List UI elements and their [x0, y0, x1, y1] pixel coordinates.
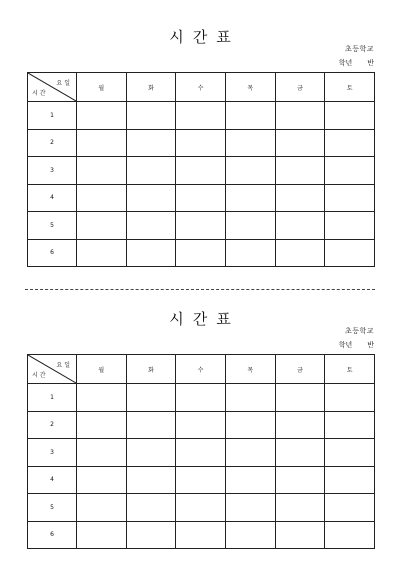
timetable-cell[interactable] [225, 439, 275, 467]
timetable-cell[interactable] [325, 384, 375, 412]
period-number: 6 [28, 521, 77, 549]
timetable-cell[interactable] [126, 411, 176, 439]
day-header: 화 [126, 73, 176, 102]
period-number: 4 [28, 184, 77, 212]
timetable-cell[interactable] [176, 102, 226, 130]
day-header: 금 [275, 73, 325, 102]
period-number: 2 [28, 129, 77, 157]
timetable-cell[interactable] [176, 184, 226, 212]
timetable-cell[interactable] [77, 466, 127, 494]
day-header: 토 [325, 73, 375, 102]
timetable-title: 시간표 [169, 28, 240, 46]
timetable-cell[interactable] [176, 439, 226, 467]
day-header: 수 [176, 355, 226, 384]
timetable-cell[interactable] [275, 494, 325, 522]
day-header: 목 [225, 73, 275, 102]
period-row [28, 494, 375, 522]
timetable-cell[interactable] [275, 439, 325, 467]
period-row [28, 411, 375, 439]
corner-cell [28, 355, 77, 384]
day-header: 월 [77, 355, 127, 384]
timetable-cell[interactable] [77, 184, 127, 212]
timetable-cell[interactable] [275, 212, 325, 240]
timetable-cell[interactable] [325, 239, 375, 267]
timetable-cell[interactable] [126, 157, 176, 185]
class-label: 반 [367, 59, 374, 67]
period-row [28, 239, 375, 267]
timetable-cell[interactable] [325, 102, 375, 130]
timetable-cell[interactable] [126, 239, 176, 267]
timetable-cell[interactable] [275, 384, 325, 412]
day-header: 금 [275, 355, 325, 384]
header-row [28, 355, 375, 384]
timetable-cell[interactable] [225, 102, 275, 130]
corner-period-label: 시간 [32, 90, 48, 97]
period-row [28, 129, 375, 157]
timetable-cell[interactable] [225, 384, 275, 412]
day-header: 수 [176, 73, 226, 102]
school-label: 초등학교 [344, 327, 374, 335]
class-label: 반 [367, 341, 374, 349]
timetable-cell[interactable] [77, 384, 127, 412]
timetable-grid [27, 354, 375, 549]
timetable-cell[interactable] [225, 411, 275, 439]
timetable-cell[interactable] [275, 411, 325, 439]
timetable-cell[interactable] [225, 157, 275, 185]
timetable-grid [27, 72, 375, 267]
period-row [28, 184, 375, 212]
period-number: 1 [28, 102, 77, 130]
timetable-cell[interactable] [77, 212, 127, 240]
period-row [28, 439, 375, 467]
timetable-cell[interactable] [225, 521, 275, 549]
timetable-cell[interactable] [176, 466, 226, 494]
period-rows [28, 384, 375, 549]
timetable-cell[interactable] [325, 439, 375, 467]
timetable-cell[interactable] [126, 129, 176, 157]
timetable-cell[interactable] [77, 411, 127, 439]
period-number: 3 [28, 157, 77, 185]
period-row [28, 384, 375, 412]
timetable-cell[interactable] [77, 521, 127, 549]
timetable-cell[interactable] [275, 129, 325, 157]
timetable-cell[interactable] [176, 129, 226, 157]
timetable-cell[interactable] [176, 212, 226, 240]
timetable-cell[interactable] [176, 494, 226, 522]
timetable-cell[interactable] [126, 212, 176, 240]
timetable-cell[interactable] [176, 157, 226, 185]
timetable-title: 시간표 [169, 310, 240, 328]
timetable-cell[interactable] [325, 212, 375, 240]
period-number: 5 [28, 212, 77, 240]
period-number: 6 [28, 239, 77, 267]
timetable-cell[interactable] [225, 129, 275, 157]
timetable-cell[interactable] [275, 466, 325, 494]
timetable-cell[interactable] [225, 494, 275, 522]
day-header: 화 [126, 355, 176, 384]
day-header: 월 [77, 73, 127, 102]
period-row [28, 466, 375, 494]
timetable-cell[interactable] [275, 184, 325, 212]
timetable-cell[interactable] [325, 184, 375, 212]
timetable-cell[interactable] [325, 494, 375, 522]
timetable-cell[interactable] [77, 157, 127, 185]
timetable-cell[interactable] [77, 494, 127, 522]
timetable-cell[interactable] [126, 466, 176, 494]
timetable-cell[interactable] [126, 102, 176, 130]
period-number: 1 [28, 384, 77, 412]
timetable-cell[interactable] [275, 521, 325, 549]
period-row [28, 157, 375, 185]
timetable-cell[interactable] [77, 439, 127, 467]
period-row [28, 212, 375, 240]
timetable-cell[interactable] [176, 411, 226, 439]
period-rows [28, 102, 375, 267]
school-label: 초등학교 [344, 45, 374, 53]
corner-day-label: 요일 [56, 362, 72, 369]
corner-period-label: 시간 [32, 372, 48, 379]
timetable-cell[interactable] [275, 102, 325, 130]
timetable-cell[interactable] [325, 129, 375, 157]
corner-day-label: 요일 [56, 80, 72, 87]
grade-class-line [339, 58, 374, 68]
day-header: 토 [325, 355, 375, 384]
period-row [28, 521, 375, 549]
period-row [28, 102, 375, 130]
grade-label: 학년 [338, 59, 353, 67]
timetable-cell[interactable] [325, 157, 375, 185]
timetable-cell[interactable] [325, 521, 375, 549]
timetable-cell[interactable] [176, 384, 226, 412]
cut-line-divider [25, 289, 375, 290]
timetable-cell[interactable] [77, 239, 127, 267]
timetable-cell[interactable] [225, 184, 275, 212]
timetable-cell[interactable] [126, 384, 176, 412]
day-header: 목 [225, 355, 275, 384]
period-number: 5 [28, 494, 77, 522]
timetable-cell[interactable] [126, 439, 176, 467]
timetable-cell[interactable] [325, 411, 375, 439]
timetable-cell[interactable] [225, 239, 275, 267]
timetable-cell[interactable] [325, 466, 375, 494]
corner-cell [28, 73, 77, 102]
timetable-cell[interactable] [176, 521, 226, 549]
timetable-cell[interactable] [77, 102, 127, 130]
timetable-cell[interactable] [176, 239, 226, 267]
grade-label: 학년 [338, 341, 353, 349]
timetable-cell[interactable] [225, 466, 275, 494]
period-number: 4 [28, 466, 77, 494]
period-number: 2 [28, 411, 77, 439]
header-row [28, 73, 375, 102]
timetable-cell[interactable] [126, 494, 176, 522]
timetable-cell[interactable] [126, 521, 176, 549]
period-number: 3 [28, 439, 77, 467]
timetable-cell[interactable] [77, 129, 127, 157]
timetable-cell[interactable] [275, 157, 325, 185]
timetable-cell[interactable] [275, 239, 325, 267]
timetable-cell[interactable] [126, 184, 176, 212]
grade-class-line [339, 340, 374, 350]
timetable-cell[interactable] [225, 212, 275, 240]
